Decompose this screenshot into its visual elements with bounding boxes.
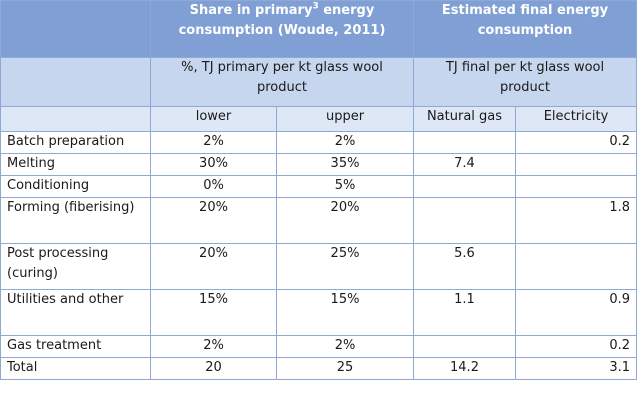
cell-electricity bbox=[516, 176, 637, 198]
table-row bbox=[1, 290, 637, 336]
subheader-corner bbox=[1, 107, 151, 132]
cell-natural-gas bbox=[414, 132, 516, 154]
cell-electricity: 0.9 bbox=[516, 290, 637, 336]
cell-natural-gas: 1.1 bbox=[414, 290, 516, 336]
share-primary-text-a: Share in primary bbox=[189, 3, 313, 18]
row-label: Gas treatment bbox=[1, 336, 151, 358]
cell-lower: 2% bbox=[151, 336, 277, 358]
row-label: Total bbox=[1, 358, 151, 380]
header-row bbox=[1, 1, 637, 58]
total-row bbox=[1, 358, 637, 380]
cell-upper: 2% bbox=[277, 132, 414, 154]
cell-natural-gas bbox=[414, 336, 516, 358]
col-lower: lower bbox=[151, 107, 277, 132]
cell-electricity: 3.1 bbox=[516, 358, 637, 380]
cell-lower: 15% bbox=[151, 290, 277, 336]
subheader-row bbox=[1, 107, 637, 132]
row-label: Melting bbox=[1, 154, 151, 176]
cell-lower: 20 bbox=[151, 358, 277, 380]
primary-units: %, TJ primary per kt glass wool product bbox=[151, 58, 414, 107]
cell-lower: 0% bbox=[151, 176, 277, 198]
cell-upper: 5% bbox=[277, 176, 414, 198]
table-row bbox=[1, 198, 637, 244]
cell-lower: 2% bbox=[151, 132, 277, 154]
final-units: TJ final per kt glass wool product bbox=[414, 58, 637, 107]
row-label: Batch preparation bbox=[1, 132, 151, 154]
cell-natural-gas: 7.4 bbox=[414, 154, 516, 176]
units-corner bbox=[1, 58, 151, 107]
col-upper: upper bbox=[277, 107, 414, 132]
cell-natural-gas: 14.2 bbox=[414, 358, 516, 380]
cell-natural-gas bbox=[414, 176, 516, 198]
table-row bbox=[1, 176, 637, 198]
table-row bbox=[1, 132, 637, 154]
cell-lower: 20% bbox=[151, 244, 277, 290]
cell-electricity: 1.8 bbox=[516, 198, 637, 244]
cell-upper: 20% bbox=[277, 198, 414, 244]
row-label: Post processing (curing) bbox=[1, 244, 151, 290]
cell-natural-gas: 5.6 bbox=[414, 244, 516, 290]
units-row bbox=[1, 58, 637, 107]
table-row bbox=[1, 336, 637, 358]
share-primary-header bbox=[151, 1, 414, 58]
cell-upper: 25 bbox=[277, 358, 414, 380]
row-label: Conditioning bbox=[1, 176, 151, 198]
col-natural-gas: Natural gas bbox=[414, 107, 516, 132]
cell-upper: 2% bbox=[277, 336, 414, 358]
row-label: Utilities and other bbox=[1, 290, 151, 336]
share-primary-text-b: energy consumption (Woude, 2011) bbox=[178, 3, 386, 38]
cell-upper: 15% bbox=[277, 290, 414, 336]
footnote-ref: 3 bbox=[312, 1, 319, 12]
cell-lower: 20% bbox=[151, 198, 277, 244]
cell-upper: 35% bbox=[277, 154, 414, 176]
header-corner bbox=[1, 1, 151, 58]
table-row bbox=[1, 244, 637, 290]
estimated-final-header: Estimated final energy consumption bbox=[414, 1, 637, 58]
cell-lower: 30% bbox=[151, 154, 277, 176]
col-electricity: Electricity bbox=[516, 107, 637, 132]
cell-electricity: 0.2 bbox=[516, 336, 637, 358]
cell-natural-gas bbox=[414, 198, 516, 244]
table-row bbox=[1, 154, 637, 176]
cell-electricity bbox=[516, 154, 637, 176]
row-label: Forming (fiberising) bbox=[1, 198, 151, 244]
cell-electricity bbox=[516, 244, 637, 290]
cell-electricity: 0.2 bbox=[516, 132, 637, 154]
cell-upper: 25% bbox=[277, 244, 414, 290]
